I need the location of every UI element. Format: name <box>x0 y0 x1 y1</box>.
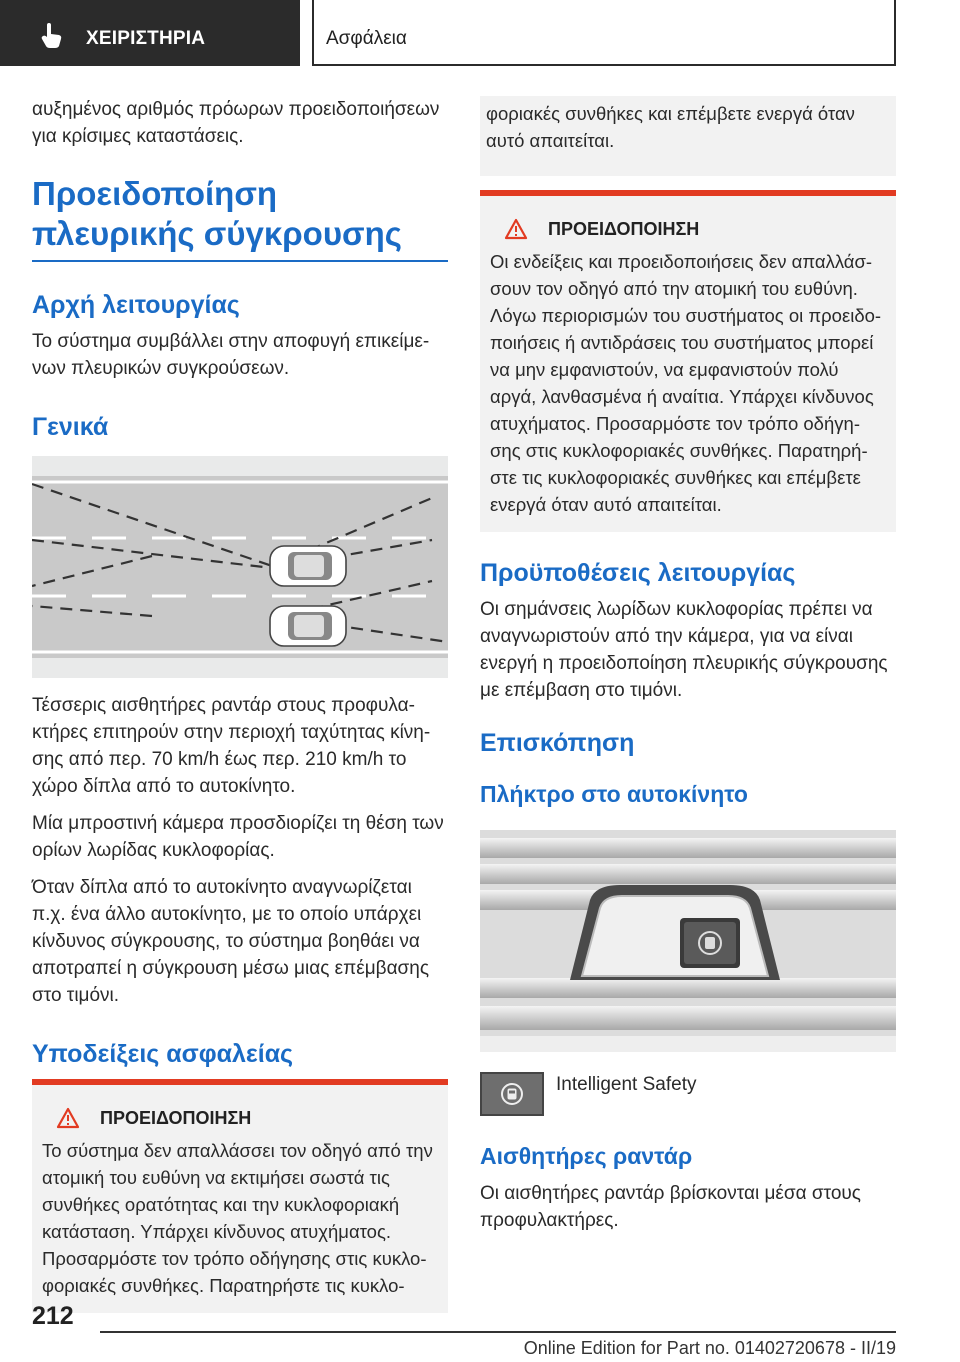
para-collision: Όταν δίπλα από το αυτοκίνητο αναγνωρίζεται π.χ. ένα άλλο αυτοκίνητο, με το οποίο υπάρχει κίνδυνος σύγκρουσης, το σύστημα βοηθάει να αποτραπεί η σύγκρουση μέσω μιας επέμβασης στο τιμόνι. <box>32 877 430 1006</box>
para-radar-sensors: Τέσσερις αισθητήρες ραντάρ στους προφυλακτήρες επιτηρούν στην περιοχή ταχύτητας κίνησης από περ. 70 km/h έως περ. 210 km/h το χώρο δίπλα από το αυτοκίνητο. <box>32 695 431 797</box>
radar-text: Οι αισθητήρες ραντάρ βρίσκονται μέσα στους προφυλακτήρες. <box>480 1183 861 1231</box>
key-label: Intelligent Safety <box>556 1074 697 1095</box>
car-top-icon <box>270 546 346 586</box>
principle-heading: Αρχή λειτουργίας <box>32 291 240 319</box>
warning-triangle-icon <box>504 218 528 240</box>
car-bottom-icon <box>270 606 346 646</box>
safety-heading: Υποδείξεις ασφαλείας <box>32 1040 294 1068</box>
key-legend <box>480 1072 896 1116</box>
section-label: Ασφάλεια <box>326 28 407 49</box>
left-column <box>32 96 448 1313</box>
page-number: 212 <box>32 1302 74 1330</box>
warning-text: Το σύστημα δεν απαλλάσσει τον οδηγό από την ατομική του ευθύνη να εκτιμήσει σωστά τις συνθήκες ορατότητας και την κυκλοφοριακή κατάσταση. Υπάρχει κίνδυνος ατυχήματος. Προσαρμόστε τον τρόπο οδήγησης στις κυκλοφοριακές συνθήκες. Παρατηρήστε τις κυκλο- <box>42 1140 433 1296</box>
general-heading: Γενικά <box>32 413 109 441</box>
overview-heading: Επισκόπηση <box>480 729 635 757</box>
requirements-text: Οι σημάνσεις λωρίδων κυκλοφορίας πρέπει να αναγνωριστούν από την κάμερα, για να είναι ενεργή η προειδοποίηση πλευρικής σύγκρουσης με επέμβαση στο τιμόνι. <box>480 599 888 701</box>
manual-tab[interactable] <box>0 0 300 66</box>
requirements-heading: Προϋποθέσεις λειτουργίας <box>480 559 796 587</box>
principle-text: Το σύστημα συμβάλλει στην αποφυγή επικείμενων πλευρικών συγκρούσεων. <box>32 331 430 379</box>
para-front-camera: Μία μπροστινή κάμερα προσδιορίζει τη θέση των ορίων λωρίδας κυκλοφορίας. <box>32 813 444 861</box>
button-heading: Πλήκτρο στο αυτοκίνητο <box>480 781 748 807</box>
section-header <box>312 0 896 66</box>
radar-heading: Αισθητήρες ραντάρ <box>480 1143 693 1169</box>
warning-triangle-icon <box>56 1107 80 1129</box>
main-heading: Προειδοποίηση πλευρικής σύγκρουσης <box>32 174 448 262</box>
warning-title: ΠΡΟΕΙΔΟΠΟΙΗΣΗ <box>100 1107 252 1128</box>
manual-label: ΧΕΙΡΙΣΤΗΡΙΑ <box>86 28 206 49</box>
warning-text: Οι ενδείξεις και προειδοποιήσεις δεν απαλλάσσουν τον οδηγό από την ατομική του ευθύνη. Λόγω περιορισμών του συστήματος οι προειδοποιήσεις ή αντιδράσεις του συστήματος μπορεί να μην εμφανιστούν, να εμφανιστούν πολύ αργά, λανθασμένα ή αναίτια. Υπάρχει κίνδυνος ατυχήματος. Προσαρμόστε τον τρόπο οδήγησης στις κυκλοφοριακές συνθήκες. Παρατηρήστε τις κυκλοφοριακές συνθήκες και επέμβετε ενεργά όταν αυτό απαιτείται. <box>490 251 882 515</box>
radar-diagram <box>32 456 448 678</box>
warning-box-right <box>480 190 896 532</box>
warning-box-left <box>32 1079 448 1313</box>
right-column <box>480 96 896 1244</box>
warning-continuation <box>480 96 896 176</box>
hand-pointer-icon <box>38 22 66 50</box>
footer-rule <box>100 1331 896 1333</box>
warning-title: ΠΡΟΕΙΔΟΠΟΙΗΣΗ <box>548 218 700 239</box>
edition-text: Online Edition for Part no. 01402720678 - II/19 <box>523 1338 896 1358</box>
intelligent-safety-key-icon <box>480 1072 544 1116</box>
button-photo <box>480 830 896 1052</box>
continuation-text: φοριακές συνθήκες και επέμβετε ενεργά όταν αυτό απαιτείται. <box>486 103 855 151</box>
intro-text: αυξημένος αριθμός πρόωρων προειδοποιήσεων για κρίσιμες καταστάσεις. <box>32 99 440 147</box>
